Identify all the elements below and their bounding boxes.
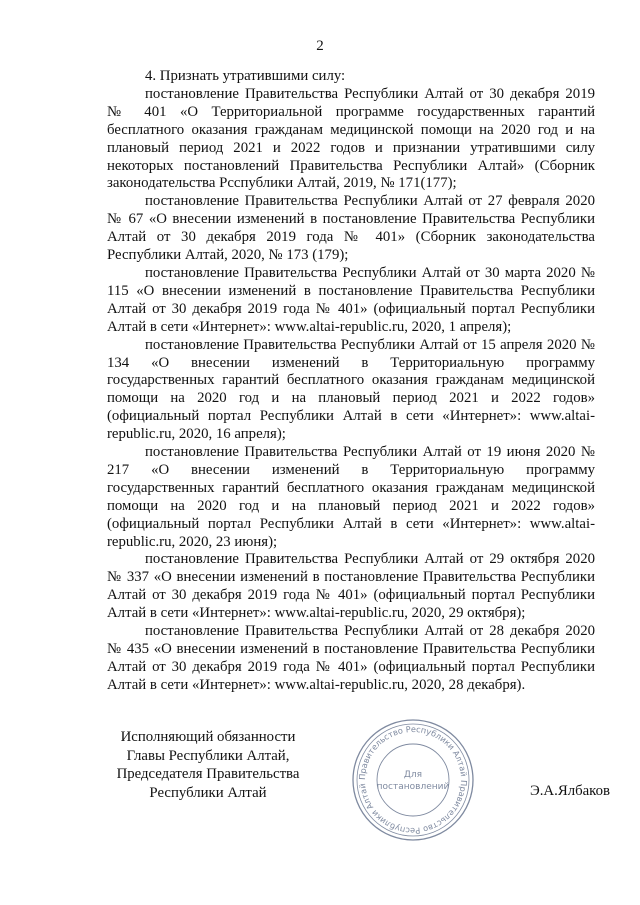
section-heading: 4. Признать утратившими силу: xyxy=(145,68,346,84)
seal-ring-text: Правительство Республики Алтай xyxy=(356,723,469,781)
signature-block xyxy=(108,728,308,802)
signer-title-line-2: Главы Республики Алтай, xyxy=(126,747,290,764)
paragraph-6: постановление Правительства Республики Алтай от 29 октября 2020 № 337 «О внесении изменений в постановление Правительства Республики Алтай от 30 декабря 2019 года № 401» (официальный портал Республики Алтай в сети «Интернет»: www.altai-republic.ru, 2020, 29 октября); xyxy=(107,551,595,622)
paragraph-3: постановление Правительства Республики Алтай от 30 марта 2020 № 115 «О внесении изменений в постановление Правительства Республики Алтай от 30 декабря 2019 года № 401» (официальный портал Республики Алтай в сети «Интернет»: www.altai-republic.ru, 2020, 1 апреля); xyxy=(107,264,595,335)
signer-title-line-3: Председателя Правительства xyxy=(116,766,300,782)
signer-title-line-1: Исполняющий обязанности xyxy=(120,729,296,745)
seal-graphic xyxy=(348,715,478,845)
seal-ring-text-2: Правительство Республики Алтай xyxy=(357,779,470,837)
signer-title-line-4: Республики Алтай xyxy=(149,784,267,801)
page-number: 2 xyxy=(316,38,324,54)
document-body xyxy=(107,68,595,695)
seal-center-line-2: постановлений xyxy=(376,782,450,792)
signer-name: Э.А.Ялбаков xyxy=(529,783,610,799)
paragraph-4: постановление Правительства Республики Алтай от 15 апреля 2020 № 134 «О внесении изменений в Территориальную программу государственных гарантий бесплатного оказания гражданам медицинской помощи на 2020 год и на плановый период 2021 и 2022 годов» (официальный портал Республики Алтай в сети «Интернет»: www.altai-republic.ru, 2020, 16 апреля); xyxy=(107,336,595,443)
paragraph-2: постановление Правительства Республики Алтай от 27 февраля 2020 № 67 «О внесении изменений в постановление Правительства Республики Алтай от 30 декабря 2019 года № 401» (Сборник законодательства Республики Алтай, 2020, № 173 (179); xyxy=(107,193,595,264)
paragraph-1: постановление Правительства Республики Алтай от 30 декабря 2019 № 401 «О Территориальной программе государственных гарантий бесплатного оказания гражданам медицинской помощи на 2020 год и на плановый период 2021 и 2022 годов и признании утратившими силу некоторых постановлений Правительства Республики Алтай» (Сборник законодательства Рсспублики Алтай, 2019, № 171(177); xyxy=(107,85,595,192)
official-seal xyxy=(348,715,478,845)
paragraph-5: постановление Правительства Республики Алтай от 19 июня 2020 № 217 «О внесении изменений в Территориальную программу государственных гарантий бесплатного оказания гражданам медицинской помощи на 2020 год и на плановый период 2021 и 2022 годов» (официальный портал Республики Алтай в сети «Интернет»: www.altai-republic.ru, 2020, 23 июня); xyxy=(107,444,595,550)
paragraph-7: постановление Правительства Республики Алтай от 28 декабря 2020 № 435 «О внесении изменений в постановление Правительства Республики Алтай от 30 декабря 2019 года № 401» (официальный портал Республики Алтай в сети «Интернет»: www.altai-republic.ru, 2020, 28 декабря). xyxy=(107,623,595,693)
seal-center-line-1: Для xyxy=(403,770,423,780)
